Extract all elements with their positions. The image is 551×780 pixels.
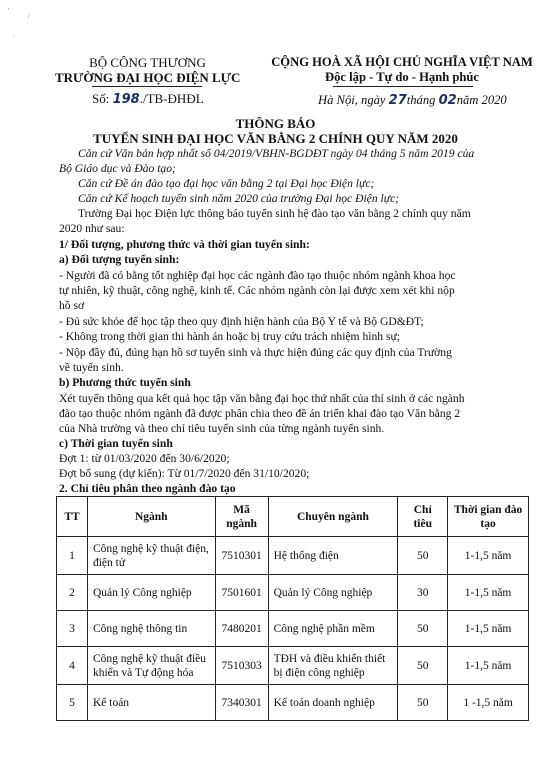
cell-nganh: Công nghệ kỹ thuật điện, điện tử xyxy=(87,537,215,575)
cell-tg: 1-1,5 năm xyxy=(448,611,529,647)
cell-tg: 1 -1,5 năm xyxy=(448,685,529,721)
table-row xyxy=(57,685,529,721)
eligibility-line: về tuyển sinh. xyxy=(59,361,124,374)
university-name: TRƯỜNG ĐẠI HỌC ĐIỆN LỰC xyxy=(55,70,241,85)
quota-table xyxy=(56,496,529,721)
eligibility-line: - Đủ sức khỏe để học tập theo quy định hiện hành của Bộ Y tế và Bộ GD&ĐT; xyxy=(59,315,424,328)
cell-tg: 1-1,5 năm xyxy=(448,647,529,685)
section-1-heading: 1/ Đối tượng, phương thức và thời gian tuyển sinh: xyxy=(59,238,310,251)
right-underline xyxy=(333,86,473,87)
basis-line: Bộ Giáo dục và Đào tạo; xyxy=(59,162,176,175)
scan-mark: ' xyxy=(8,8,10,14)
ministry-name: BỘ CÔNG THƯƠNG xyxy=(89,55,206,70)
cell-chuyen: Công nghệ phần mềm xyxy=(268,611,398,647)
cell-chuyen: Quản lý Công nghiệp xyxy=(268,575,398,611)
scan-mark: / xyxy=(28,14,30,20)
cell-tt: 3 xyxy=(57,611,88,647)
cell-chuyen: Hệ thống điện xyxy=(268,537,398,575)
cell-ma: 7510301 xyxy=(215,537,268,575)
intro-line: Trường Đại học Điện lực thông báo tuyển sinh hệ đào tạo văn bằng 2 chính quy năm xyxy=(78,207,471,220)
eligibility-line: - Không trong thời gian thi hành án hoặc bị truy cứu trách nhiệm hình sự; xyxy=(59,330,401,343)
table-row xyxy=(57,537,529,575)
cell-chi: 50 xyxy=(398,537,448,575)
table-row xyxy=(57,611,529,647)
table-row xyxy=(57,647,529,685)
basis-line: Căn cứ Văn bản hợp nhất số 04/2019/VBHN-BGDĐT ngày 04 tháng 5 năm 2019 của xyxy=(78,147,475,160)
col-header-ma-nganh: Mã ngành xyxy=(215,497,268,537)
cell-tt: 4 xyxy=(57,647,88,685)
cell-ma: 7340301 xyxy=(215,685,268,721)
period-line: Đợt 1: từ 01/03/2020 đến 30/6/2020; xyxy=(59,452,230,465)
basis-line: Căn cứ Đề án đào tạo đại học văn bằng 2 tại Đại học Điện lực; xyxy=(78,177,375,190)
col-header-tt: TT xyxy=(57,497,88,537)
period-line: Đợt bổ sung (dự kiến): Từ 01/7/2020 đến 31/10/2020; xyxy=(59,467,310,480)
section-1c-heading: c) Thời gian tuyển sinh xyxy=(59,437,173,450)
scan-mark: . xyxy=(13,33,15,39)
table-row xyxy=(57,575,529,611)
method-line: Xét tuyển thông qua kết quả học tập văn bằng đại học thứ nhất của thí sinh ở các ngành xyxy=(59,392,465,405)
col-header-chi-tieu: Chỉ tiêu xyxy=(398,497,448,537)
cell-nganh: Công nghệ thông tin xyxy=(87,611,215,647)
cell-chi: 50 xyxy=(398,611,448,647)
eligibility-line: - Người đã có bằng tốt nghiệp đại học các ngành đào tạo thuộc nhóm ngành khoa học xyxy=(59,269,456,282)
cell-ma: 7480201 xyxy=(215,611,268,647)
col-header-thoi-gian: Thời gian đào tạo xyxy=(448,497,529,537)
cell-chuyen: Kế toán doanh nghiệp xyxy=(268,685,398,721)
notice-subtitle: TUYỂN SINH ĐẠI HỌC VĂN BẰNG 2 CHÍNH QUY NĂM 2020 xyxy=(93,131,458,146)
cell-tt: 5 xyxy=(57,685,88,721)
cell-chi: 50 xyxy=(398,685,448,721)
cell-nganh: Quản lý Công nghiệp xyxy=(87,575,215,611)
section-1b-heading: b) Phương thức tuyển sinh xyxy=(59,376,191,389)
cell-tt: 2 xyxy=(57,575,88,611)
eligibility-line: - Nộp đầy đủ, đúng hạn hồ sơ tuyển sinh và thực hiện đúng các quy định của Trường xyxy=(59,346,452,359)
cell-ma: 7510303 xyxy=(215,647,268,685)
motto: Độc lập - Tự do - Hạnh phúc xyxy=(325,70,479,84)
cell-chuyen: TĐH và điều khiển thiết bị điện công nghiệp xyxy=(268,647,398,685)
cell-tg: 1-1,5 năm xyxy=(448,575,529,611)
section-2-heading: 2. Chỉ tiêu phân theo ngành đào tạo xyxy=(59,482,236,495)
section-1a-heading: a) Đối tượng tuyển sinh: xyxy=(59,253,180,266)
table-header-row xyxy=(57,497,529,537)
cell-nganh: Kế toán xyxy=(87,685,215,721)
cell-tt: 1 xyxy=(57,537,88,575)
col-header-chuyen-nganh: Chuyên ngành xyxy=(268,497,398,537)
cell-tg: 1-1,5 năm xyxy=(448,537,529,575)
method-line: của Nhà trường và theo chỉ tiêu tuyển sinh của từng ngành tuyển sinh. xyxy=(59,422,385,435)
method-line: đào tạo thuộc nhóm ngành đã được phân chia theo đề án triển khai đào tạo Văn bằng 2 xyxy=(59,407,461,420)
cell-nganh: Công nghệ kỹ thuật điều khiển và Tự động hóa xyxy=(87,647,215,685)
cell-chi: 30 xyxy=(398,575,448,611)
document-date: Hà Nội, ngày 27tháng 02năm 2020 xyxy=(318,93,507,108)
cell-chi: 50 xyxy=(398,647,448,685)
col-header-nganh: Ngành xyxy=(87,497,215,537)
cell-ma: 7501601 xyxy=(215,575,268,611)
eligibility-line: tự nhiên, kỹ thuật, công nghệ, kinh tế. Các nhóm ngành còn lại được xem xét khi nộp xyxy=(59,284,455,297)
document-number: Số: 198./TB-ĐHĐL xyxy=(92,91,204,107)
notice-title: THÔNG BÁO xyxy=(235,116,316,131)
left-underline xyxy=(92,86,202,87)
eligibility-line: hồ sơ xyxy=(59,299,85,312)
country-name: CỘNG HOÀ XÃ HỘI CHỦ NGHĨA VIỆT NAM xyxy=(271,55,533,69)
intro-line: 2020 như sau: xyxy=(59,222,125,235)
basis-line: Căn cứ Kế hoạch tuyển sinh năm 2020 của trường Đại học Điện lực; xyxy=(78,192,400,205)
